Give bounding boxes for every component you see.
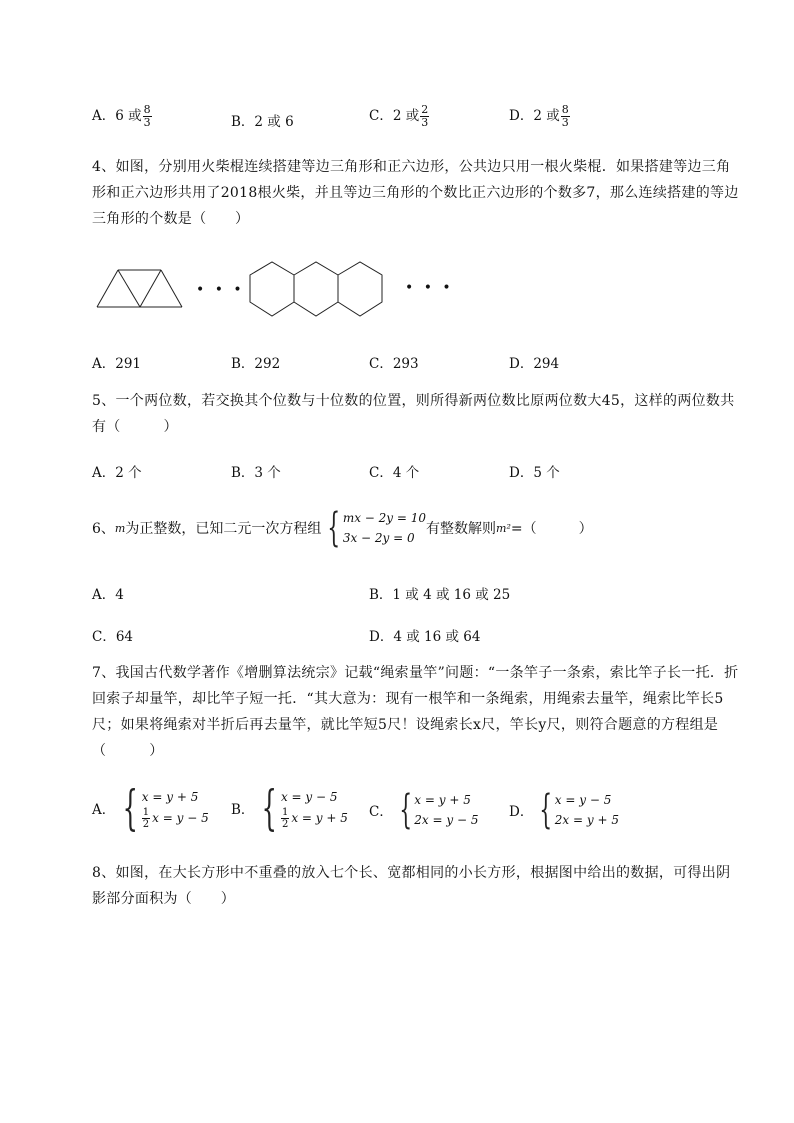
ellipsis-dots-2: • • • [405,280,454,296]
q4-figure [92,258,452,324]
q3-option-c: C．2 或 $\frac{2}{3}$ [369,103,429,129]
q4-option-b: B．292 [231,356,281,372]
hexagon-figure [250,262,382,316]
q7-option-d: D． { x = y − 5 2x = y + 5 [509,787,619,833]
q3-option-b: B．2 或 6 [231,114,294,130]
q6-equation-system: { mx − 2y = 10 3x − 2y = 0 [327,505,427,551]
q6-option-a: A．4 [92,587,124,603]
q4-question-text: 4、如图，分别用火柴棍连续搭建等边三角形和正六边形，公共边只用一根火柴棍．如果搭建等边三角形和正六边形共用了2018根火柴，并且等边三角形的个数比正六边形的个数多7，那么连续搭建的等边三角形的个数是（ ） [92,159,739,227]
q7-option-b: B． { x = y − 5 1 2 x = y + 5 [231,780,348,836]
q6-option-c: C．64 [92,629,134,645]
q5-option-c: C．4 个 [369,465,420,481]
q4-option-d: D．294 [509,356,560,372]
q5-question-text: 5、一个两位数，若交换其个位数与十位数的位置，则所得新两位数比原两位数大45，这样的两位数共有（ ） [92,393,735,435]
triangle-figure [97,270,182,307]
q6-question-text: 6、 m 为正整数，已知二元一次方程组 { mx − 2y = 10 3x − 2y = 0 有整数解则 m² =（ ） [92,505,593,551]
q7-question-text: 7、我国古代数学著作《增删算法统宗》记载“绳索量竿”问题：“一条竿子一条索，索比竿子长一托．折回索子却量竿，却比竿子短一托．“其大意为：现有一根竿和一条绳索，用绳索去量竿，绳索比竿长5尺；如果将绳索对半折后再去量竿，就比竿短5尺！设绳索长x尺，竿长y尺，则符合题意的方程组是（ ） [92,665,739,759]
ellipsis-dots-1: • • • [196,282,245,298]
q4-option-c: C．293 [369,356,419,372]
q5-option-d: D．5 个 [509,465,560,481]
q6-option-d: D．4 或 16 或 64 [369,629,481,645]
q7-option-a: A． { x = y + 5 1 2 x = y − 5 [92,780,209,836]
q4-option-a: A．291 [92,356,142,372]
q5-option-a: A．2 个 [92,465,142,481]
q6-option-b: B．1 或 4 或 16 或 25 [369,587,511,603]
q8-question-text: 8、如图，在大长方形中不重叠的放入七个长、宽都相同的小长方形，根据图中给出的数据，可得出阴影部分面积为（ ） [92,865,731,907]
q3-option-a: A．6 或 $\frac{8}{3}$ [92,103,151,129]
q5-option-b: B．3 个 [231,465,281,481]
q3-option-d: D．2 或 $\frac{8}{3}$ [509,103,569,129]
q7-option-c: C． { x = y + 5 2x = y − 5 [369,787,479,833]
